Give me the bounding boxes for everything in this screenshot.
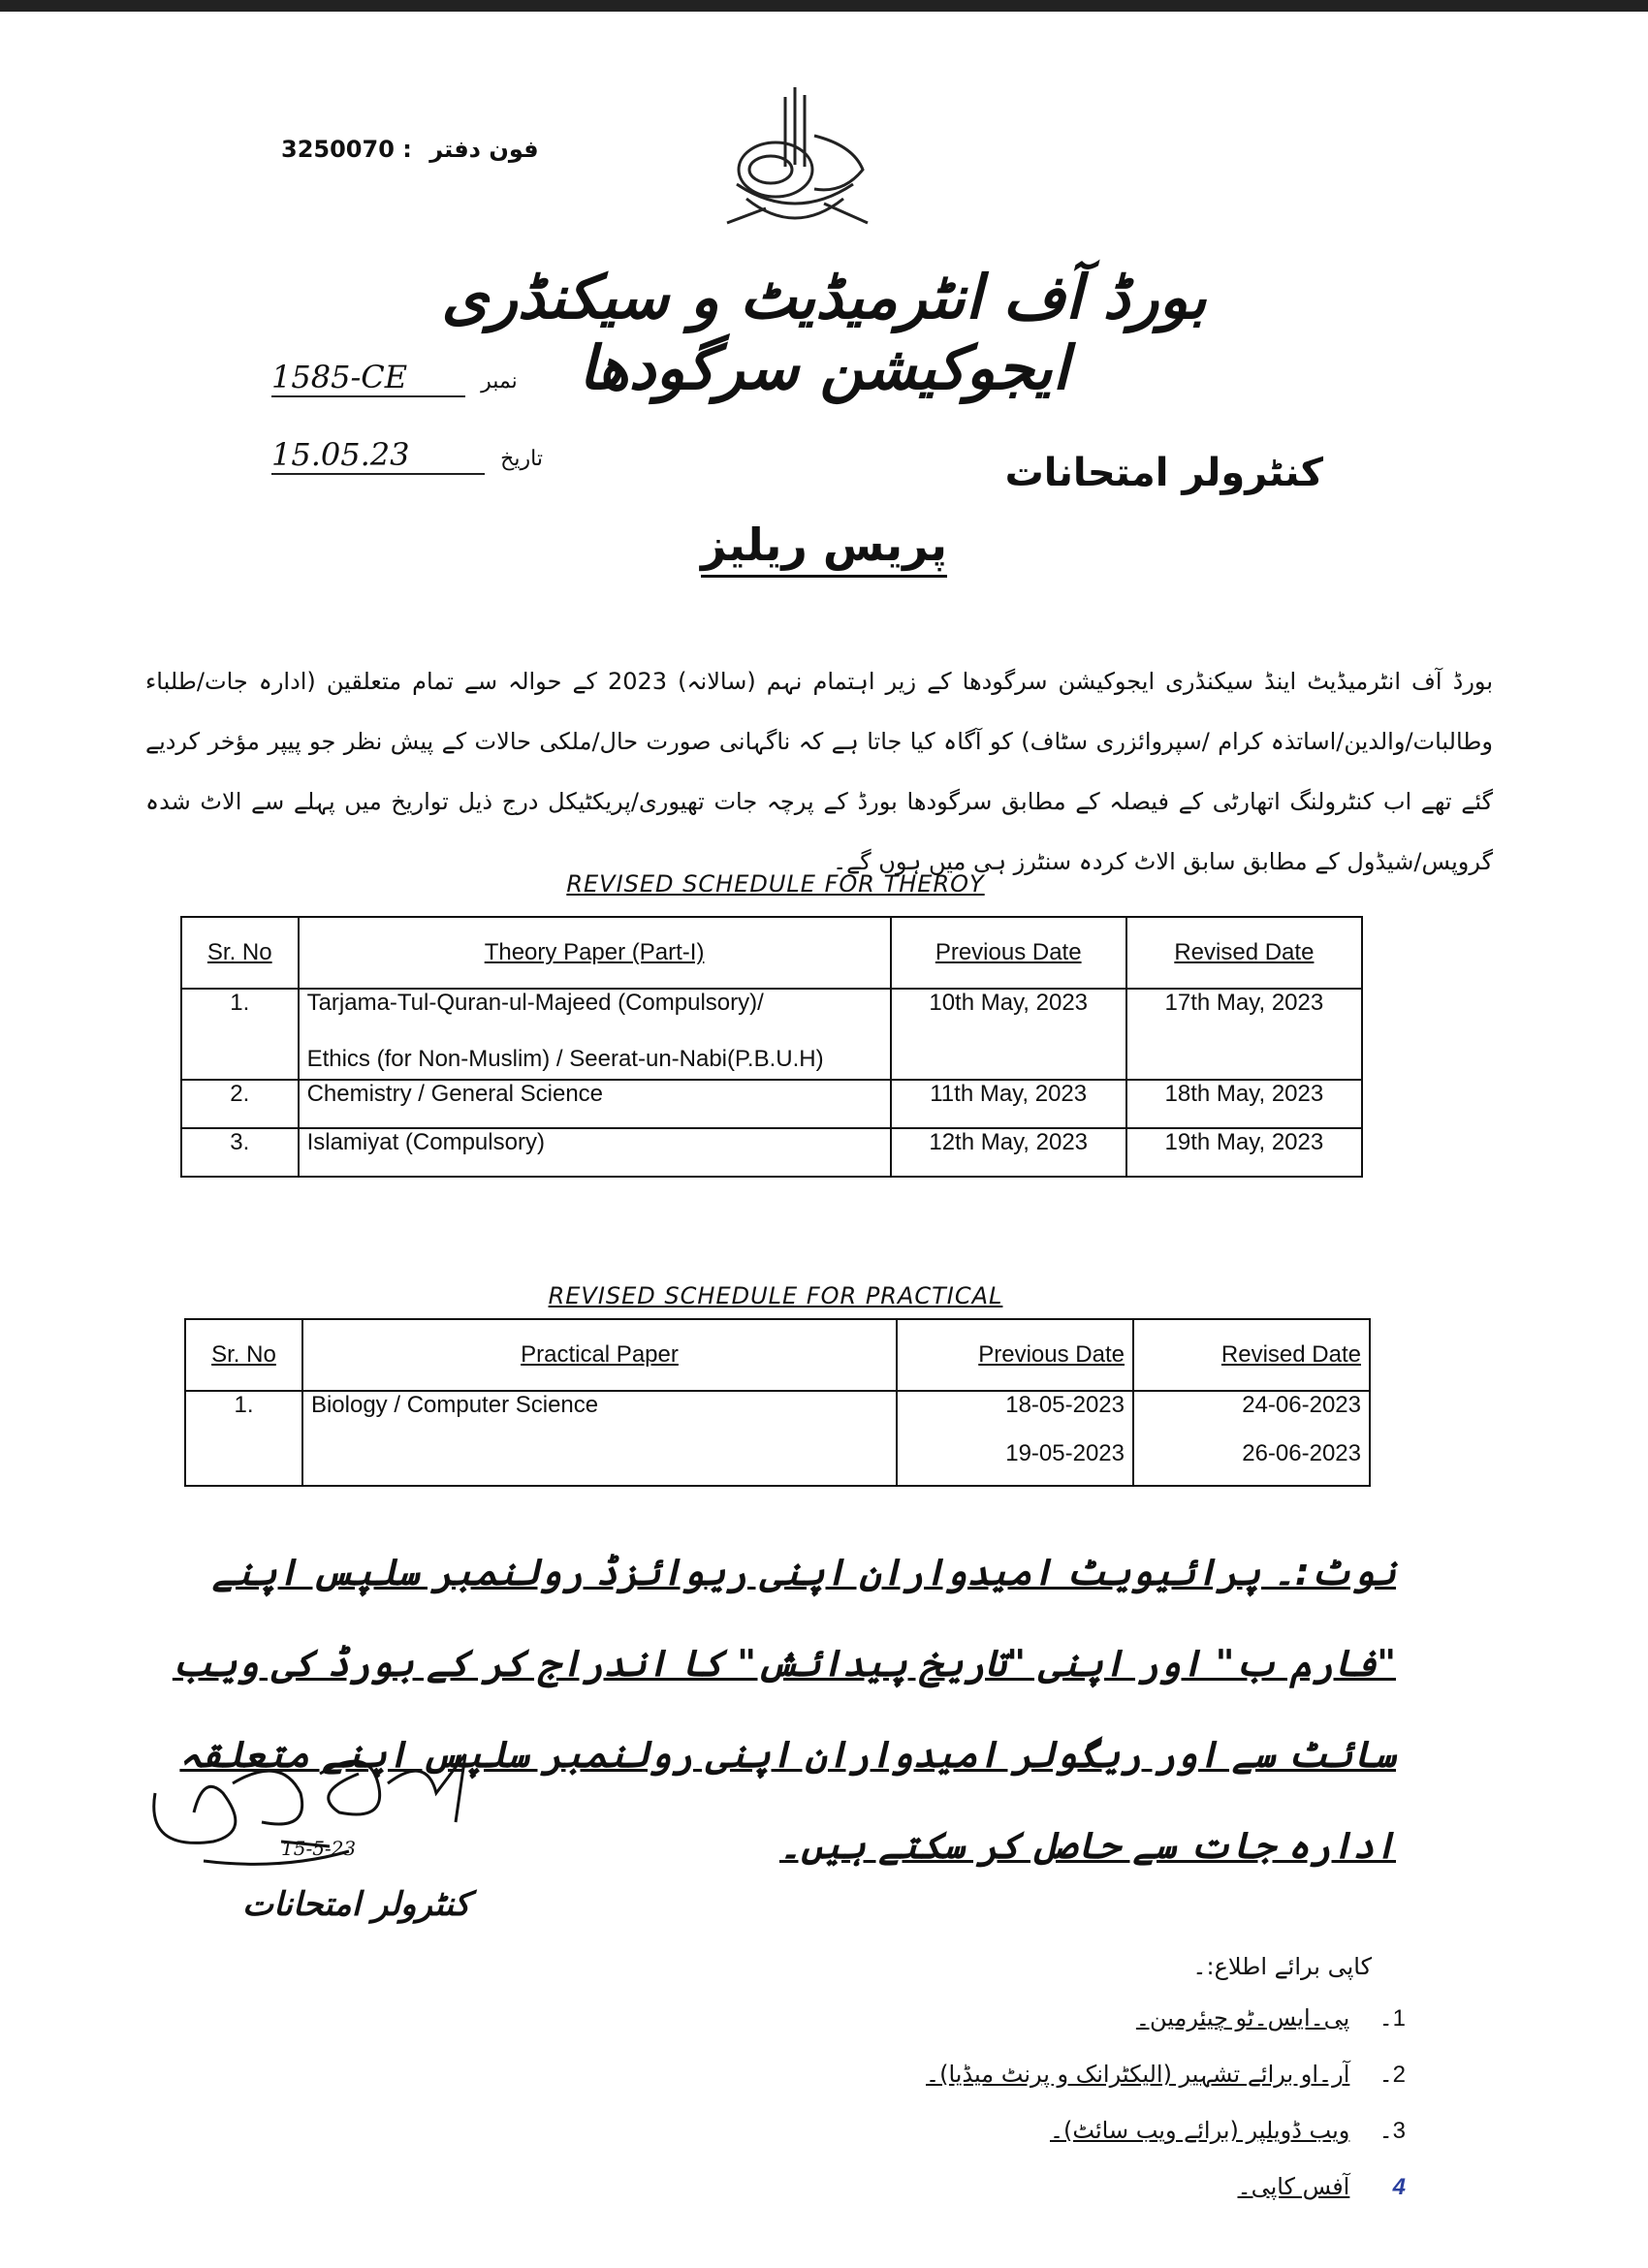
table-row [181, 1080, 1362, 1128]
theory-row-previous: 12th May, 2023 [891, 1128, 1126, 1177]
theory-header-previous: Previous Date [891, 917, 1126, 989]
reference-date [271, 436, 543, 475]
practical-previous-date-2: 19-05-2023 [1005, 1440, 1125, 1466]
theory-header-paper: Theory Paper (Part-I) [299, 917, 891, 989]
theory-row-paper-line2: Ethics (for Non-Muslim) / Seerat-un-Nabi(P.B.U.H) [306, 1046, 824, 1072]
office-phone [281, 136, 539, 163]
theory-row-sr: 1. [181, 989, 299, 1080]
practical-row-revised [1133, 1391, 1370, 1486]
signature-title: کنٹرولر امتحانات [242, 1885, 470, 1924]
note-text: نوٹ:۔ پرائیویٹ امیدواران اپنی ریوائزڈ رولنمبر سلپس اپنے "فارم ب" اور اپنی "تاریخ پیدائش" کا اندراج کر کے بورڈ کی ویب سائٹ سے اور ریگولر امیدواران اپنی رولنمبر سلپس اپنے متعلقہ ادارہ جات سے حاصل کر سکتے ہیں۔ [172, 1551, 1396, 1867]
reference-number-label: نمبر [481, 369, 518, 394]
table-row [185, 1391, 1370, 1486]
office-phone-label: فون دفتر [429, 136, 539, 163]
theory-header-sr: Sr. No [181, 917, 299, 989]
practical-row-paper: Biology / Computer Science [302, 1391, 897, 1486]
practical-row-sr: 1. [185, 1391, 302, 1486]
practical-row-previous [897, 1391, 1133, 1486]
reference-number [271, 359, 518, 397]
announcement-paragraph: بورڈ آف انٹرمیڈیٹ اینڈ سیکنڈری ایجوکیشن سرگودھا کے زیر اہتمام نہم (سالانہ) 2023 کے حوالہ سے تمام متعلقین (ادارہ جات/طلباء وطالبات/والدین/اساتذہ کرام /سپروائزری سٹاف) کو آگاہ کیا جاتا ہے کہ ناگہانی صورت حال/ملکی حالات کے پیش نظر جو پیپر مؤخر کردیے گئے تھے اب کنٹرولنگ اتھارٹی کے فیصلہ کے مطابق سرگودھا بورڈ کے پرچہ جات تھیوری/پریکٹیکل درج ذیل تواریخ میں پہلے سے الاٹ شدہ گروپس/شیڈول کے مطابق سابق الاٹ کردہ سنٹرز ہی میں ہوں گے۔ [145, 668, 1494, 875]
list-item [824, 2061, 1406, 2117]
list-item [824, 2004, 1406, 2061]
theory-schedule-title: REVISED SCHEDULE FOR THEROY [566, 870, 985, 898]
scan-top-edge [0, 0, 1648, 12]
copy-item-number: 3۔ [1379, 2118, 1406, 2144]
board-name-heading: بورڈ آف انٹرمیڈیٹ و سیکنڈری ایجوکیشن سرگودھا [441, 262, 1207, 403]
copy-item-number: 2۔ [1379, 2062, 1406, 2088]
practical-header-paper: Practical Paper [302, 1319, 897, 1391]
copy-item-text: آر۔او برائے تشہیر (الیکٹرانک و پرنٹ میڈیا)۔ [926, 2061, 1350, 2088]
theory-row-revised: 18th May, 2023 [1126, 1080, 1362, 1128]
reference-number-value: 1585-CE [271, 359, 465, 397]
list-item [824, 2173, 1406, 2229]
theory-row-paper [299, 989, 891, 1080]
press-release-title [582, 519, 1066, 571]
theory-header-row [181, 917, 1362, 989]
copy-item-text: ویب ڈویلپر (برائے ویب سائٹ)۔ [1049, 2117, 1350, 2144]
list-item [824, 2117, 1406, 2173]
table-row [181, 989, 1362, 1080]
theory-row-sr: 2. [181, 1080, 299, 1128]
theory-row-sr: 3. [181, 1128, 299, 1177]
practical-previous-date-1: 18-05-2023 [1005, 1392, 1125, 1418]
theory-row-previous: 11th May, 2023 [891, 1080, 1126, 1128]
copy-list [824, 2004, 1406, 2229]
theory-row-paper: Islamiyat (Compulsory) [299, 1128, 891, 1177]
practical-header-revised: Revised Date [1133, 1319, 1370, 1391]
theory-row-paper-line1: Tarjama-Tul-Quran-ul-Majeed (Compulsory)/ [306, 990, 764, 1016]
reference-date-label: تاریخ [500, 447, 543, 471]
practical-header-row [185, 1319, 1370, 1391]
copy-item-text: پی۔ایس۔ٹو چیئرمین۔ [1135, 2004, 1350, 2032]
practical-header-sr: Sr. No [185, 1319, 302, 1391]
practical-schedule-title: REVISED SCHEDULE FOR PRACTICAL [548, 1282, 1003, 1309]
theory-row-revised: 19th May, 2023 [1126, 1128, 1362, 1177]
copy-item-number: 4 [1392, 2174, 1406, 2200]
copy-item-number: 1۔ [1379, 2005, 1406, 2032]
theory-row-previous: 10th May, 2023 [891, 989, 1126, 1080]
controller-office-heading: کنٹرولر امتحانات [1004, 451, 1323, 495]
practical-revised-date-1: 24-06-2023 [1242, 1392, 1361, 1418]
copy-heading: کاپی برائے اطلاع:۔ [1192, 1953, 1372, 1980]
copy-item-text: آفس کاپی۔ [1237, 2173, 1350, 2200]
theory-schedule-table [180, 916, 1363, 1178]
table-row [181, 1128, 1362, 1177]
signature-date: 15-5-23 [281, 1837, 357, 1860]
office-phone-number: 3250070 : [281, 136, 412, 163]
press-release-title-text: پریس ریلیز [701, 519, 947, 578]
practical-schedule-table [184, 1318, 1371, 1487]
practical-revised-date-2: 26-06-2023 [1242, 1440, 1361, 1466]
board-emblem-icon [708, 78, 882, 242]
theory-header-revised: Revised Date [1126, 917, 1362, 989]
practical-header-previous: Previous Date [897, 1319, 1133, 1391]
theory-row-paper: Chemistry / General Science [299, 1080, 891, 1128]
reference-date-value: 15.05.23 [271, 436, 485, 475]
theory-row-revised: 17th May, 2023 [1126, 989, 1362, 1080]
